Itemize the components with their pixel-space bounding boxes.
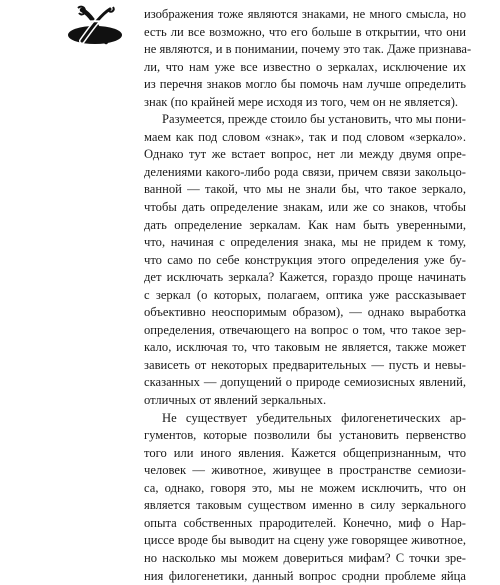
text-line: человек — животное, живущее в пространстве семиози- [144,462,466,480]
text-line: зависеть от некоторых предварительных — пусть и невы- [144,357,466,375]
text-line: из перечня знаков могло бы помочь нам лучше определить [144,76,466,94]
text-line: не являются, и в понимании, почему это так. Даже признава- [144,41,466,59]
text-line: кало, исключая то, что таковым не является, также может [144,339,466,357]
text-line: есть ли все возможно, что его больше в открытии, что они [144,24,466,42]
text-line: но насколько мы можем довериться мифам? С точки зре- [144,550,466,568]
paragraph [144,111,466,409]
text-line: того или иного явления. Кажется общепризнанным, что [144,445,466,463]
text-line: опыта собственных прародителей. Конечно, миф о Нар- [144,515,466,533]
text-line: са, однако, говоря это, мы не можем исключить, что он [144,480,466,498]
kx-monogram-icon [66,4,124,46]
text-line: что, начиная с определения знака, мы не придем к тому, [144,234,466,252]
text-line: знак (по крайней мере исходя из того, чем он не является). [144,94,466,112]
page-body-text [144,6,466,585]
text-line: определения, отвечающего на вопрос о том, что такое зер- [144,322,466,340]
text-line: является таковым существом именно в силу зеркального [144,497,466,515]
text-line: Однако тут же встает вопрос, нет ли между двумя опре- [144,146,466,164]
text-line: ния филогенетики, данный вопрос сродни проблеме яйца [144,568,466,585]
text-line: объективно неоспоримым образом), — однако выработка [144,304,466,322]
text-line: гументов, которые позволили бы установить первенство [144,427,466,445]
text-line: сказанных — допущений о природе семиозисных явлений, [144,374,466,392]
paragraph [144,410,466,585]
text-line: циссе вроде бы выводит на сцену уже говорящее животное, [144,532,466,550]
text-line: Разумеется, прежде стоило бы установить, что мы пони- [144,111,466,129]
text-line: что само по себе конструкция этого определения уже бу- [144,252,466,270]
text-line: ли, что нам уже все известно о зеркалах, исключение их [144,59,466,77]
text-line: чтобы дать определение знакам, или же со знаков, чтобы [144,199,466,217]
kx-monogram-logo [66,4,124,46]
text-line: отличных от явлений зеркальных. [144,392,466,410]
text-line: маем как под словом «знак», так и под словом «зеркало». [144,129,466,147]
text-line: с зеркал (о которых, полагаем, оптика уже рассказывает [144,287,466,305]
text-line: Не существует убедительных филогенетических ар- [144,410,466,428]
text-line: дать определение зеркалам. Как нам быть уверенными, [144,217,466,235]
text-line: делениями какого-либо рода связи, причем связи закольцо- [144,164,466,182]
text-line: изображения тоже являются знаками, не много смысла, но [144,6,466,24]
paragraph [144,6,466,111]
text-line: дет исключать зеркала? Кажется, гораздо проще начинать [144,269,466,287]
text-line: ванной — такой, что мы не знали бы, что такое зеркало, [144,181,466,199]
